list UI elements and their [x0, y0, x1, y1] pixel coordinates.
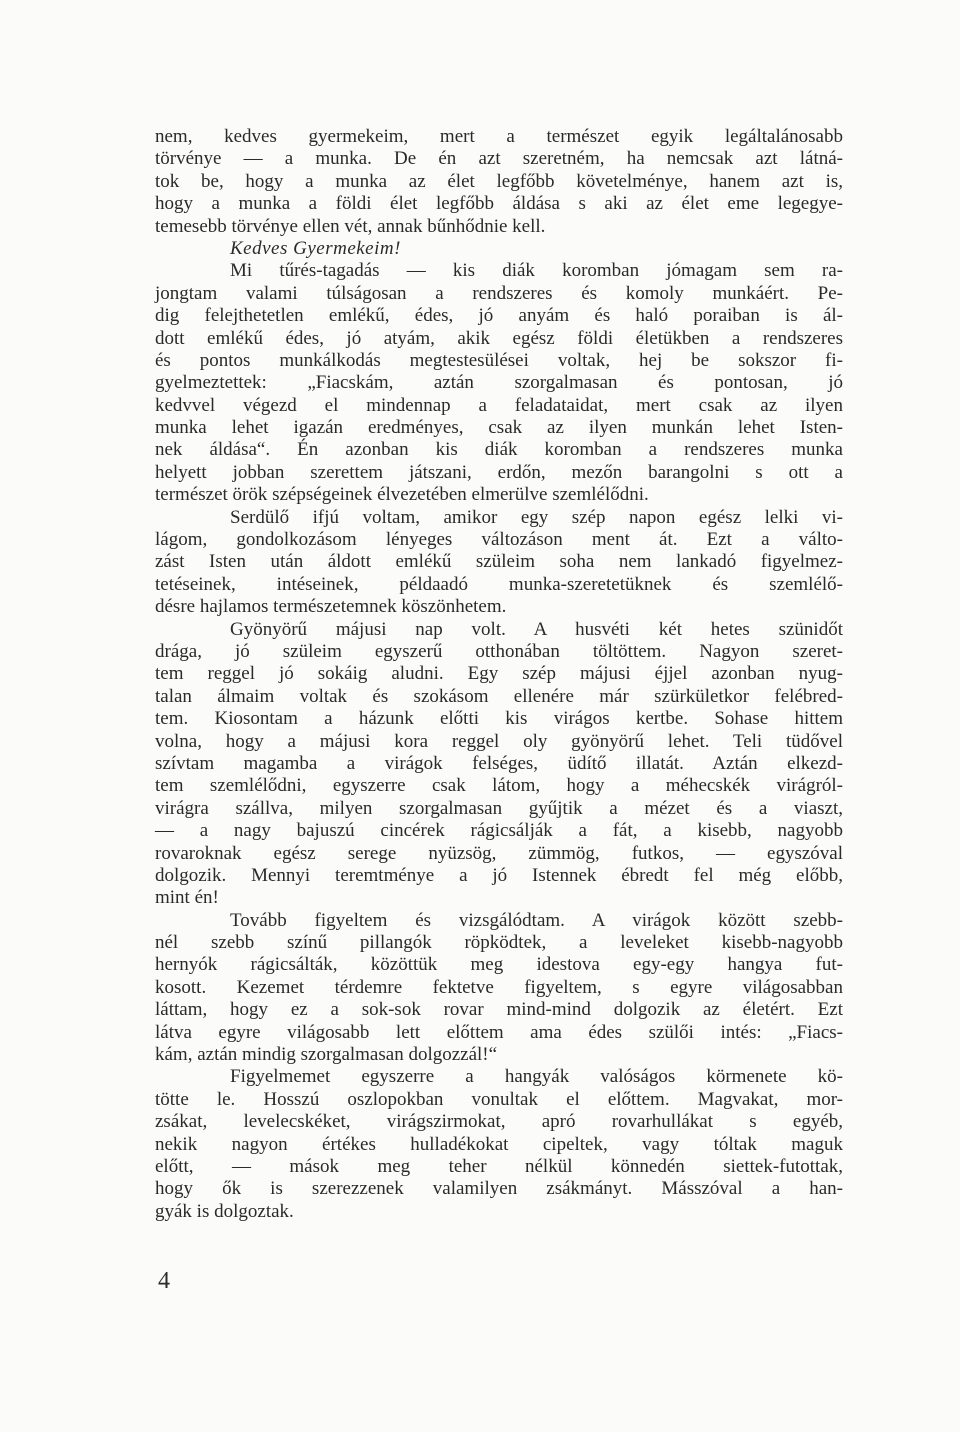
text-line: mint én! [155, 887, 219, 909]
text-line: rovaroknak egész serege nyüzsög, zümmög, futkos, — egyszóval [155, 842, 843, 864]
text-line: munka lehet igazán eredményes, csak az ilyen munkán lehet Isten- [155, 417, 843, 439]
text-line: tok be, hogy a munka az élet legfőbb követelménye, hanem azt is, [155, 170, 843, 192]
text-line: nekik nagyon értékes hulladékokat cipeltek, vagy tóltak maguk [155, 1133, 843, 1155]
text-line: helyett jobban szerettem játszani, erdőn, mezőn barangolni s ott a [155, 461, 843, 483]
text-line: szívtam magamba a virágok felséges, üdítő illatát. Aztán elkezd- [155, 752, 843, 774]
text-line: dott emlékű édes, jó atyám, akik egész földi életükben a rendszeres [155, 327, 843, 349]
text-line: természet örök szépségeinek élvezetében elmerülve szemlélődni. [155, 484, 649, 506]
text-line: talan álmaim voltak és szokásom ellenére már szürkületkor felébred- [155, 685, 843, 707]
page-number: 4 [158, 1268, 170, 1294]
text-line: láttam, hogy ez a sok-sok rovar mind-mind dolgozik az életért. Ezt [155, 999, 843, 1021]
text-line: gyák is dolgoztak. [155, 1200, 294, 1222]
text-line: tem reggel jó sokáig aludni. Egy szép májusi éjjel azonban nyug- [155, 663, 843, 685]
text-line: volna, hogy a májusi kora reggel oly gyönyörű lehet. Teli tüdővel [155, 730, 843, 752]
text-line: törvénye — a munka. De én azt szeretném, ha nemcsak azt látná- [155, 148, 843, 170]
text-line: kedvvel végezd el mindennap a feladataidat, mert csak az ilyen [155, 394, 843, 416]
text-line: hogy a munka a földi élet legfőbb áldása s aki az élet eme legegye- [155, 193, 843, 215]
text-line: Figyelmemet egyszerre a hangyák valóságos körmenete kö- [230, 1066, 843, 1088]
text-line: Serdülő ifjú voltam, amikor egy szép napon egész lelki vi- [230, 506, 843, 528]
text-line: tötte le. Hosszú oszlopokban vonultak el előttem. Magvakat, mor- [155, 1088, 843, 1110]
text-line: jongtam valami túlságosan a rendszeres és komoly munkáért. Pe- [155, 282, 843, 304]
text-line: temesebb törvénye ellen vét, annak bűnhődnie kell. [155, 215, 546, 237]
text-line: Tovább figyeltem és vizsgálódtam. A virágok között szebb- [230, 909, 843, 931]
text-line: tem szemlélődni, egyszerre csak látom, hogy a méhecskék virágról- [155, 775, 843, 797]
text-line: kosott. Kezemet térdemre fektetve figyeltem, s egyre világosabban [155, 976, 843, 998]
text-line: désre hajlamos természetemnek köszönhetem. [155, 596, 507, 618]
text-line: tem. Kiosontam a házunk előtti kis virágos kertbe. Sohase hittem [155, 708, 843, 730]
text-line: nem, kedves gyermekeim, mert a természet egyik legáltalánosabb [155, 126, 843, 147]
text-line: zsákat, levelecskéket, virágszirmokat, apró rovarhullákat s egyéb, [155, 1111, 843, 1133]
text-line: lágom, gondolkozásom lényeges változáson ment át. Ezt a válto- [155, 529, 843, 551]
salutation-heading: Kedves Gyermekeim! [230, 237, 401, 259]
text-line: kám, aztán mindig szorgalmasan dolgozzál!“ [155, 1044, 498, 1066]
text-line: hernyók rágicsálták, közöttük meg idestova egy-egy hangya fut- [155, 954, 843, 976]
text-line: gyelmeztettek: „Fiacskám, aztán szorgalmasan és pontosan, jó [155, 372, 843, 394]
text-line: és pontos munkálkodás megtestesülései voltak, hej be sokszor fi- [155, 349, 843, 371]
page-body-text [155, 126, 843, 1223]
text-line: előtt, — mások meg teher nélkül könnedén siettek-futottak, [155, 1155, 843, 1177]
text-line: tetéseinek, intéseinek, példaadó munka-szeretetüknek és szemlélő- [155, 573, 843, 595]
text-line: — a nagy bajuszú cincérek rágicsálják a fát, a kisebb, nagyobb [155, 820, 843, 842]
text-line: drága, jó szüleim egyszerű otthonában töltöttem. Nagyon szeret- [155, 640, 843, 662]
text-line: látva egyre világosabb lett előttem ama édes szülői intés: „Fiacs- [155, 1021, 843, 1043]
text-line: dolgozik. Mennyi teremtménye a jó Istennek ébredt fel még előbb, [155, 864, 843, 886]
text-line: zást Isten után áldott emlékű szüleim soha nem lankadó figyelmez- [155, 551, 843, 573]
text-line: Gyönyörű májusi nap volt. A husvéti két hetes szünidőt [230, 618, 843, 640]
text-line: virágra szállva, milyen szorgalmasan gyűjtik a mézet és a viaszt, [155, 797, 843, 819]
text-line: nél szebb színű pillangók röpködtek, a leveleket kisebb-nagyobb [155, 932, 843, 954]
text-line: dig felejthetetlen emlékű, édes, jó anyám és haló poraiban is ál- [155, 305, 843, 327]
text-line: nek áldása“. Én azonban kis diák koromban a rendszeres munka [155, 439, 843, 461]
text-line: hogy ők is szerezzenek valamilyen zsákmányt. Másszóval a han- [155, 1178, 843, 1200]
text-line: Mi tűrés-tagadás — kis diák koromban jómagam sem ra- [230, 260, 843, 282]
